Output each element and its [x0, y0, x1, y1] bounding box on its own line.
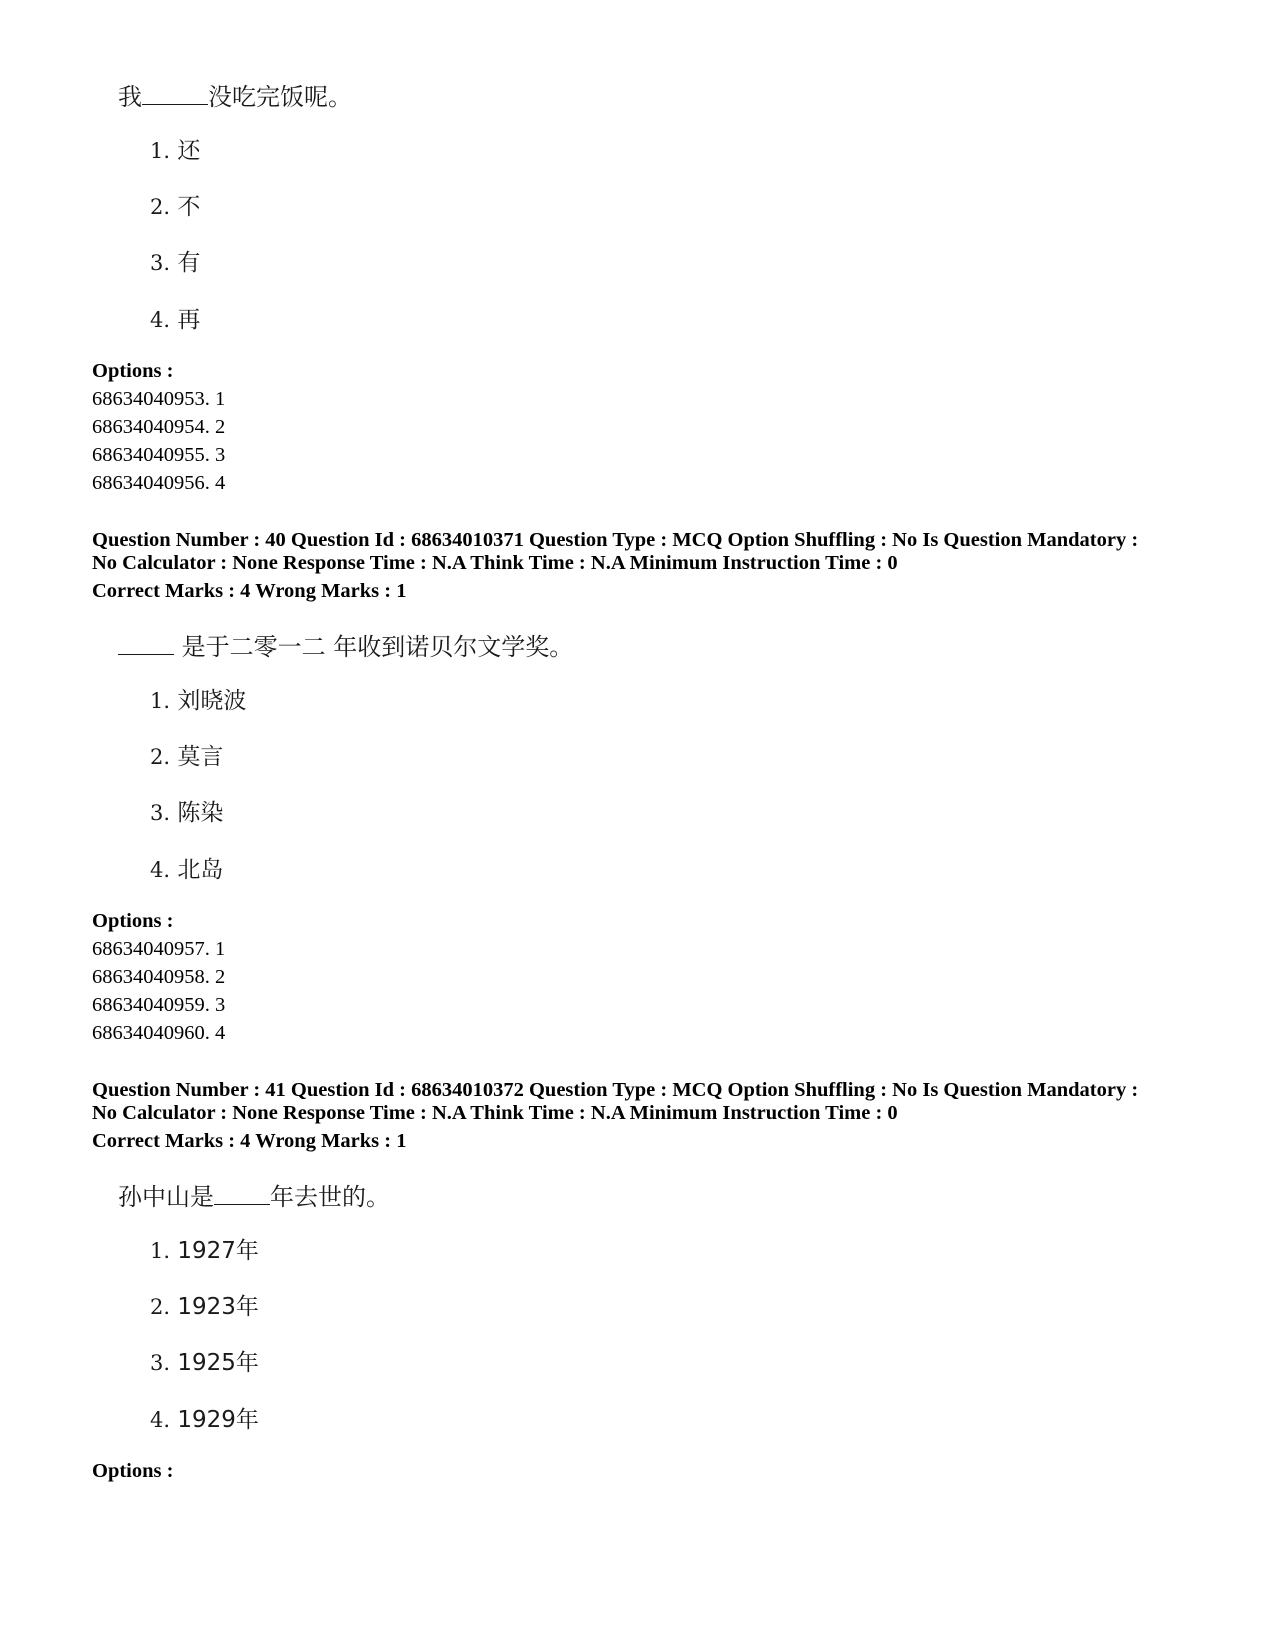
choice-1	[150, 136, 200, 166]
choice-3	[150, 1348, 259, 1378]
question-41-stem	[118, 1180, 390, 1213]
choice-number: 2.	[150, 745, 171, 769]
option-id: 68634040960. 4	[92, 1022, 226, 1044]
answer-blank	[118, 630, 174, 655]
option-id: 68634040959. 3	[92, 994, 226, 1016]
choice-text: 有	[177, 250, 201, 276]
answer-blank	[214, 1180, 270, 1205]
choice-number: 3.	[150, 251, 171, 275]
choice-number: 3.	[150, 801, 171, 825]
choice-2	[150, 192, 200, 222]
choice-1	[150, 686, 246, 716]
choice-text: 陈染	[177, 800, 224, 826]
option-id: 68634040954. 2	[92, 416, 226, 438]
option-id: 68634040956. 4	[92, 472, 226, 494]
choice-text: 1923年	[177, 1294, 259, 1320]
question-meta: No Calculator : None Response Time : N.A Think Time : N.A Minimum Instruction Time : 0	[92, 1102, 898, 1124]
choice-4	[150, 855, 223, 885]
option-id: 68634040958. 2	[92, 966, 226, 988]
choice-3	[150, 798, 223, 828]
stem-text: 年去世的。	[270, 1183, 390, 1211]
options-label: Options :	[92, 1460, 174, 1482]
question-meta: Question Number : 41 Question Id : 68634010372 Question Type : MCQ Option Shuffling : No Is Question Mandatory :	[92, 1079, 1139, 1101]
choice-number: 1.	[150, 1239, 171, 1263]
stem-text: 我	[118, 83, 142, 111]
options-label: Options :	[92, 360, 174, 382]
stem-text: 没吃完饭呢。	[208, 83, 352, 111]
choice-number: 4.	[150, 1408, 171, 1432]
choice-text: 刘晓波	[177, 688, 247, 714]
question-meta: Question Number : 40 Question Id : 68634010371 Question Type : MCQ Option Shuffling : No Is Question Mandatory :	[92, 529, 1139, 551]
choice-text: 1927年	[177, 1238, 259, 1264]
stem-text: 是于二零一二 年收到诺贝尔文学奖。	[174, 633, 574, 661]
answer-blank	[142, 80, 208, 105]
choice-number: 2.	[150, 195, 171, 219]
choice-4	[150, 1405, 259, 1435]
choice-4	[150, 305, 200, 335]
question-marks: Correct Marks : 4 Wrong Marks : 1	[92, 1130, 407, 1152]
option-id: 68634040953. 1	[92, 388, 226, 410]
choice-text: 再	[177, 307, 201, 333]
choice-text: 不	[177, 194, 201, 220]
choice-number: 4.	[150, 308, 171, 332]
choice-number: 3.	[150, 1351, 171, 1375]
choice-2	[150, 1292, 259, 1322]
choice-1	[150, 1236, 259, 1266]
question-39-stem	[118, 80, 352, 113]
stem-text: 孙中山是	[118, 1183, 214, 1211]
choice-text: 还	[177, 138, 201, 164]
choice-2	[150, 742, 223, 772]
choice-3	[150, 248, 200, 278]
choice-number: 1.	[150, 689, 171, 713]
options-label: Options :	[92, 910, 174, 932]
choice-number: 2.	[150, 1295, 171, 1319]
choice-number: 1.	[150, 139, 171, 163]
option-id: 68634040957. 1	[92, 938, 226, 960]
choice-number: 4.	[150, 858, 171, 882]
question-meta: No Calculator : None Response Time : N.A Think Time : N.A Minimum Instruction Time : 0	[92, 552, 898, 574]
question-marks: Correct Marks : 4 Wrong Marks : 1	[92, 580, 407, 602]
choice-text: 1925年	[177, 1350, 259, 1376]
choice-text: 莫言	[177, 744, 224, 770]
choice-text: 北岛	[177, 857, 224, 883]
option-id: 68634040955. 3	[92, 444, 226, 466]
question-40-stem	[118, 630, 573, 663]
choice-text: 1929年	[177, 1407, 259, 1433]
